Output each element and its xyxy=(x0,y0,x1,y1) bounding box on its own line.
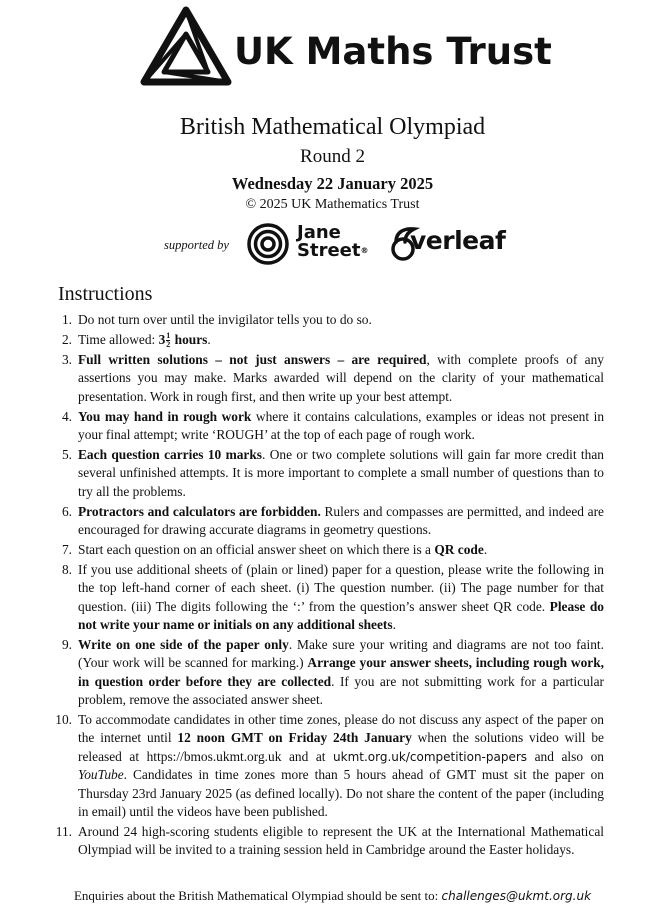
instruction-item-2: 2. Time allowed: 3 $\frac{1}{2}$ hours. xyxy=(61,331,211,350)
header xyxy=(0,0,665,90)
exam-date: Wednesday 22 January 2025 xyxy=(231,174,434,193)
papers-link[interactable]: ukmt.org.uk/competition-papers xyxy=(333,749,528,764)
org-name: UK Maths Trust xyxy=(234,30,552,73)
jane-street-line2: Street xyxy=(297,240,361,261)
copyright: © 2025 UK Mathematics Trust xyxy=(245,197,420,212)
registered-mark: ® xyxy=(360,246,369,255)
instruction-item-9: 9. Write on one side of the paper only. Make sure your writing and diagrams are not too faint. (Your work will be scanned for marking.) Arrange your answer sheets, including rough work, in question order before they are collected. If you are not submitting work for a particular problem, remove the associated answer sheet. xyxy=(61,636,604,708)
fraction-half: $\frac{1}{2}$ xyxy=(166,331,171,350)
instruction-item-3: 3. Full written solutions – not just answers – are required, with complete proofs of any assertions you may make. Marks awarded will depend on the clarity of your mathematical presentation. Work in rough first, and then write up your best attempt. xyxy=(61,351,604,404)
ukmt-triangle-logo-icon xyxy=(140,6,232,88)
jane-street-wordmark xyxy=(297,224,368,260)
instruction-item-11: 11. Around 24 high-scoring students eligible to represent the UK at the International Mathematical Olympiad will be invited to a training session held in Cambridge around the Easter holidays. xyxy=(55,823,604,858)
supported-by-label: supported by xyxy=(164,238,229,252)
instruction-item-7: 7. Start each question on an official answer sheet on which there is a QR code. xyxy=(61,541,488,557)
instruction-item-6: 6. Protractors and calculators are forbidden. Rulers and compasses are permitted, and indeed are encouraged for drawing accurate diagrams in geometry questions. xyxy=(61,503,604,537)
instruction-item-1: 1. Do not turn over until the invigilator tells you to do so. xyxy=(61,312,372,327)
contact-email-link[interactable]: challenges@ukmt.org.uk xyxy=(441,889,592,903)
instruction-item-10: 10. To accommodate candidates in other time zones, please do not discuss any aspect of the paper on the internet until 12 noon GMT on Friday 24th January when the solutions video will be released at https://bmos.ukmt.org.uk and at ukmt.org.uk/competition-papers and also on YouTube. Candidates in time zones more than 5 hours ahead of GMT must sit the paper on Thursday 23rd January 2025 (as defined locally). Do not share the content of the paper (including in email) until the videos have been published. xyxy=(55,712,604,820)
paper-title: British Mathematical Olympiad xyxy=(179,114,486,140)
footer xyxy=(0,888,665,904)
instruction-item-8: 8. If you use additional sheets of (plain or lined) paper for a question, please write the following in the top left-hand corner of each sheet. (i) The question number. (ii) The page number for that question. (iii) The digits following the ‘:’ from the question’s answer sheet QR code. Please do not write your name or initials on any additional sheets. xyxy=(61,561,604,633)
jane-street-line1: Jane xyxy=(297,222,341,243)
instruction-item-5: 5. Each question carries 10 marks. One or two complete solutions will gain far more credit than several unfinished attempts. It is more important to complete a small number of questions than to try all the problems. xyxy=(61,446,604,499)
instructions-heading: Instructions xyxy=(58,283,153,305)
footer-text: Enquiries about the British Mathematical Olympiad should be sent to: xyxy=(73,888,442,903)
overleaf-wordmark: verleaf xyxy=(410,226,506,255)
jane-street-logo-icon xyxy=(246,222,290,266)
round-label: Round 2 xyxy=(300,146,365,167)
instruction-item-4: 4. You may hand in rough work where it contains calculations, examples or ideas not present in your final attempt; write ‘ROUGH’ at the top of each page of rough work. xyxy=(61,408,605,442)
instructions-list xyxy=(55,311,605,861)
